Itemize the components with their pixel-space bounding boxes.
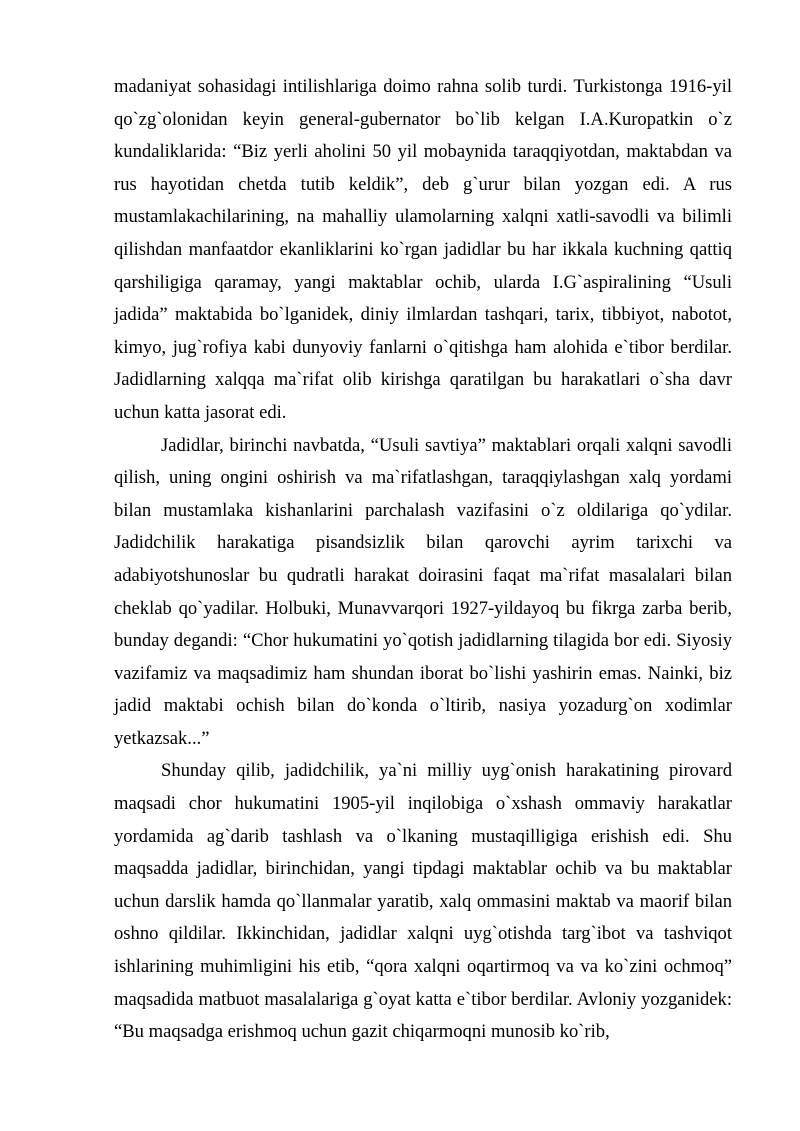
body-text (114, 71, 732, 1049)
paragraph-2: Jadidlar, birinchi navbatda, “Usuli savtiya” maktablari orqali xalqni savodli qilish, uning ongini oshirish va ma`rifatlashgan, taraqqiylashgan xalq yordami bilan mustamlaka kishanlarini parchalash vazifasini o`z oldilariga qo`ydilar. Jadidchilik harakatiga pisandsizlik bilan qarovchi ayrim tarixchi va adabiyotshunoslar bu qudratli harakat doirasini faqat ma`rifat masalalari bilan cheklab qo`yadilar. Holbuki, Munavvarqori 1927-yildayoq bu fikrga zarba berib, bunday degandi: “Chor hukumatini yo`qotish jadidlarning tilagida bor edi. Siyosiy vazifamiz va maqsadimiz ham shundan iborat bo`lishi yashirin emas. Nainki, biz jadid maktabi ochish bilan do`konda o`ltirib, nasiya yozadurg`on xodimlar yetkazsak...” (114, 434, 732, 749)
paragraph-1: madaniyat sohasidagi intilishlariga doimo rahna solib turdi. Turkistonga 1916-yil qo`zg`olonidan keyin general-gubernator bo`lib kelgan I.A.Kuropatkin o`z kundaliklarida: “Biz yerli aholini 50 yil mobaynida taraqqiyotdan, maktabdan va rus hayotidan chetda tutib keldik”, deb g`urur bilan yozgan edi. A rus mustamlakachilarining, na mahalliy ulamolarning xalqni xatli-savodli va bilimli qilishdan manfaatdor ekanliklarini ko`rgan jadidlar bu har ikkala kuchning qattiq qarshiligiga qaramay, yangi maktablar ochib, ularda I.G`aspiralining “Usuli jadida” maktabida bo`lganidek, diniy ilmlardan tashqari, tarix, tibbiyot, nabotot, kimyo, jug`rofiya kabi dunyoviy fanlarni o`qitishga ham alohida e`tibor berdilar. Jadidlarning xalqqa ma`rifat olib kirishga qaratilgan bu harakatlari o`sha davr uchun katta jasorat edi. (114, 76, 732, 423)
paragraph-3: Shunday qilib, jadidchilik, ya`ni milliy uyg`onish harakatining pirovard maqsadi chor hukumatini 1905-yil inqilobiga o`xshash ommaviy harakatlar yordamida ag`darib tashlash va o`lkaning mustaqilligiga erishish edi. Shu maqsadda jadidlar, birinchidan, yangi tipdagi maktablar ochib va bu maktablar uchun darslik hamda qo`llanmalar yaratib, xalq ommasini maktab va maorif bilan oshno qildilar. Ikkinchidan, jadidlar xalqni uyg`otishda targ`ibot va tashviqot ishlarining muhimligini his etib, “qora xalqni oqartirmoq va va ko`zini ochmoq” maqsadida matbuot masalalariga g`oyat katta e`tibor berdilar. Avloniy yozganidek: “Bu maqsadga erishmoq uchun gazit chiqarmoqni munosib ko`rib, (114, 760, 732, 1043)
